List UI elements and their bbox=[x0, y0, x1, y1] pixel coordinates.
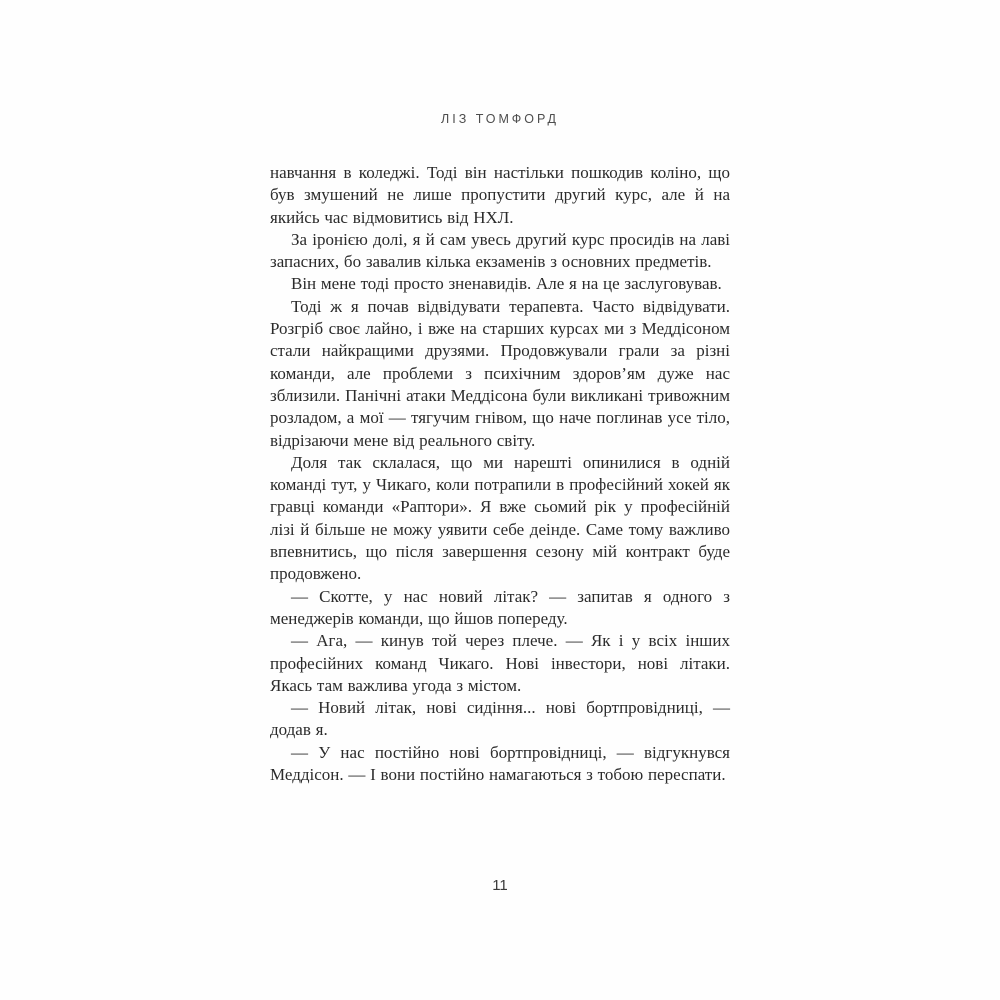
paragraph: Доля так склалася, що ми нарешті опинилися в одній команді тут, у Чикаго, коли потрапили в професійний хокей як гравці команди «Раптори». Я вже сьомий рік у професійній лізі й більше не можу уявити себе деінде. Саме тому важливо впевнитись, що після завершення сезону мій контракт буде продовжено. bbox=[270, 452, 730, 584]
paragraph: — У нас постійно нові бортпровідниці, — відгукнувся Меддісон. — І вони постійно намагаються з тобою переспати. bbox=[270, 742, 730, 785]
paragraph: Тоді ж я почав відвідувати терапевта. Часто відвідувати. Розгріб своє лайно, і вже на старших курсах ми з Меддісоном стали найкращими друзями. Продовжували грали за різні команди, але проблеми з психічним здоров’ям дуже нас зблизили. Панічні атаки Меддісона були викликані тривожним розладом, а мої — тягучим гнівом, що наче поглинав усе тіло, відрізаючи мене від реального світу. bbox=[270, 296, 730, 450]
paragraph: Він мене тоді просто зненавидів. Але я на це заслуговував. bbox=[291, 274, 722, 294]
paragraph: — Скотте, у нас новий літак? — запитав я одного з менеджерів команди, що йшов попереду. bbox=[270, 586, 730, 628]
running-header: ЛІЗ ТОМФОРД bbox=[441, 112, 559, 126]
paragraph: — Новий літак, нові сидіння... нові бортпровідниці, — додав я. bbox=[270, 698, 730, 740]
paragraph: За іронією долі, я й сам увесь другий курс просидів на лаві запасних, бо завалив кілька екзаменів з основних предметів. bbox=[270, 229, 730, 272]
page-number: 11 bbox=[492, 877, 508, 894]
body-text-block bbox=[270, 162, 730, 786]
paragraph: — Ага, — кинув той через плече. — Як і у всіх інших професійних команд Чикаго. Нові інвестори, нові літаки. Якась там важлива угода з містом. bbox=[270, 631, 730, 695]
paragraph: навчання в коледжі. Тоді він настільки пошкодив коліно, що був змушений не лише пропустити другий курс, але й на якийсь час відмовитись від НХЛ. bbox=[270, 163, 730, 227]
